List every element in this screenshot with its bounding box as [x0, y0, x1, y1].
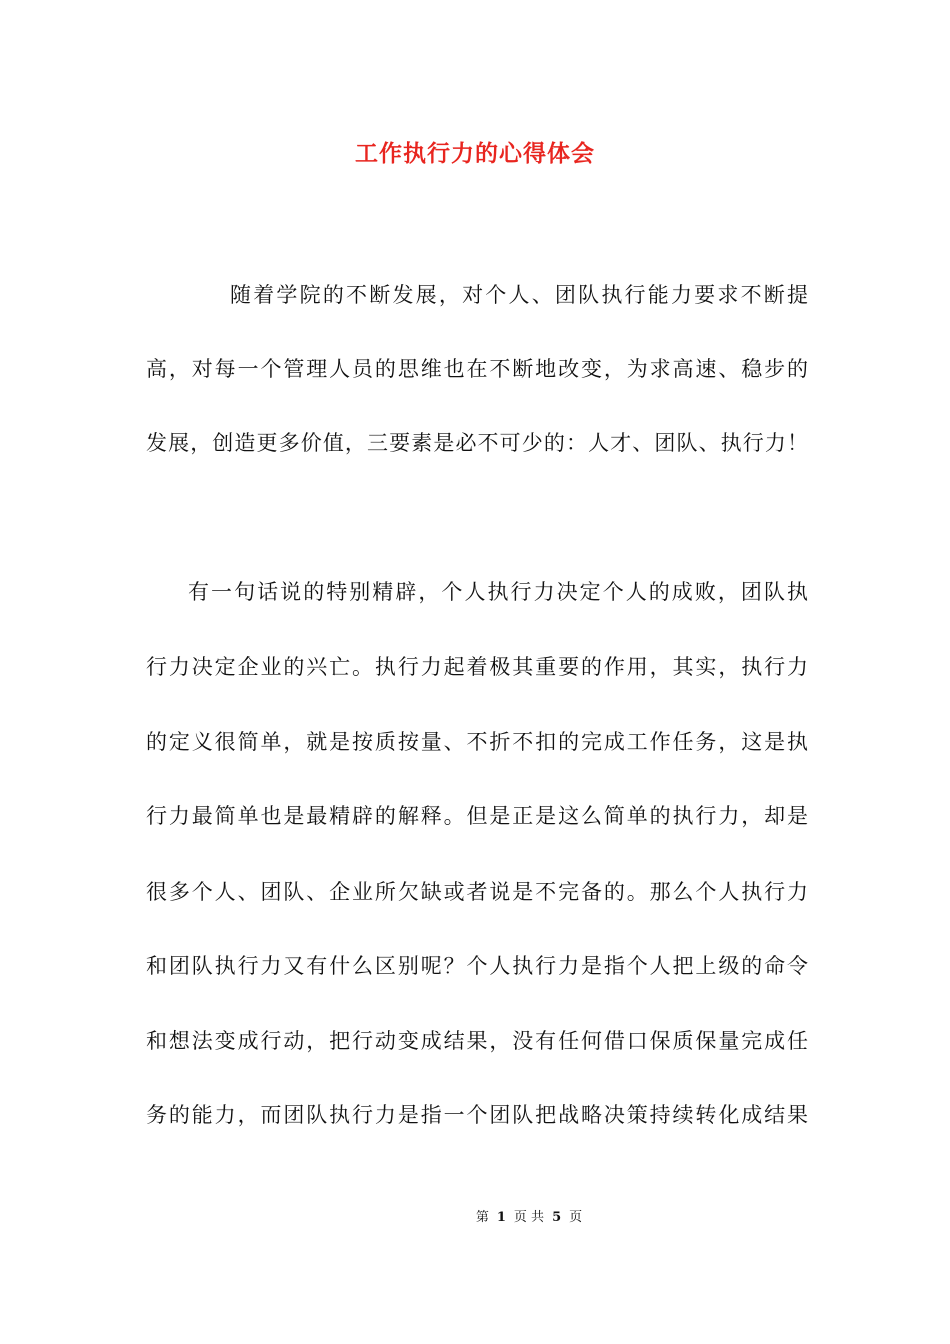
document-title: 工作执行力的心得体会	[355, 140, 595, 167]
paragraph-2-line-7: 和想法变成行动，把行动变成结果，没有任何借口保质保量完成任	[146, 1029, 808, 1053]
paragraph-2-line-3: 的定义很简单，就是按质按量、不折不扣的完成工作任务，这是执	[146, 730, 808, 754]
footer-current-page: 1	[496, 1210, 506, 1225]
paragraph-2-line-5: 很多个人、团队、企业所欠缺或者说是不完备的。那么个人执行力	[146, 880, 808, 904]
footer-middle: 页 共	[513, 1210, 545, 1225]
page-number-footer	[0, 1208, 950, 1228]
paragraph-1-line-3: 发展，创造更多价值，三要素是必不可少的：人才、团队、执行力！	[146, 431, 808, 455]
paragraph-2-line-6: 和团队执行力又有什么区别呢？个人执行力是指个人把上级的命令	[146, 954, 808, 978]
paragraph-2-line-2: 行力决定企业的兴亡。执行力起着极其重要的作用，其实，执行力	[146, 655, 808, 679]
footer-total-pages: 5	[552, 1210, 562, 1225]
paragraph-2-line-1: 有一句话说的特别精辟，个人执行力决定个人的成败，团队执	[188, 580, 808, 604]
paragraph-2-line-8: 务的能力，而团队执行力是指一个团队把战略决策持续转化成结果	[146, 1103, 808, 1127]
footer-prefix: 第	[475, 1210, 489, 1225]
footer-suffix: 页	[569, 1210, 583, 1225]
paragraph-1-line-2: 高，对每一个管理人员的思维也在不断地改变，为求高速、稳步的	[146, 357, 808, 381]
paragraph-1-line-1: 随着学院的不断发展，对个人、团队执行能力要求不断提	[230, 283, 808, 307]
paragraph-2-line-4: 行力最简单也是最精辟的解释。但是正是这么简单的执行力，却是	[146, 804, 808, 828]
